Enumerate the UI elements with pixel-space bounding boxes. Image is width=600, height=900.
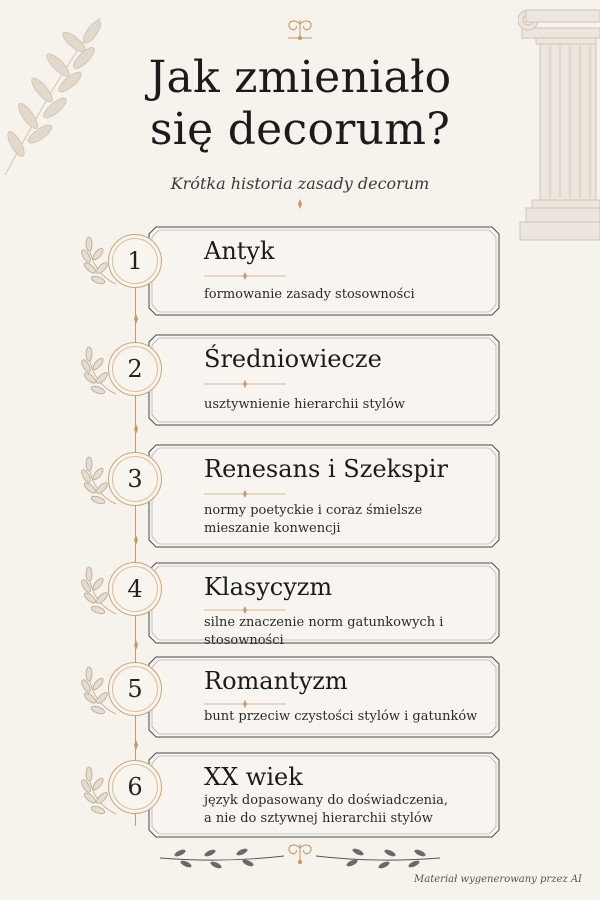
- timeline-number: 4: [127, 575, 143, 603]
- card-description: [204, 614, 494, 650]
- timeline-card-4: [148, 562, 500, 648]
- timeline-dot-icon: [131, 535, 141, 545]
- card-description-line: silne znaczenie norm gatunkowych i stosowności: [204, 615, 444, 648]
- timeline-card-5: [148, 656, 500, 738]
- timeline-card-2: [148, 334, 500, 426]
- card-description-line: usztywnienie hierarchii stylów: [204, 397, 406, 412]
- timeline-number: 1: [127, 247, 143, 275]
- bottom-laurel-ornament-icon: [150, 838, 450, 874]
- timeline-number: 3: [127, 465, 143, 493]
- timeline-card-1: [148, 226, 500, 316]
- card-description-line: formowanie zasady stosowności: [204, 287, 415, 302]
- card-description: [204, 792, 494, 828]
- timeline-number: 2: [127, 355, 143, 383]
- timeline-number-badge: [108, 662, 164, 718]
- rule-ornament-icon: [204, 490, 286, 498]
- card-title: XX wiek: [204, 763, 303, 791]
- timeline-card-3: [148, 444, 500, 548]
- diamond-dot-icon: [294, 198, 306, 210]
- timeline-number-badge: [108, 234, 164, 290]
- timeline-dot-icon: [131, 640, 141, 650]
- page-subtitle: Krótka historia zasady decorum: [170, 174, 430, 193]
- rule-ornament-icon: [204, 606, 286, 614]
- card-description-line: mieszanie konwencji: [204, 521, 341, 536]
- card-description-line: a nie do sztywnej hierarchii stylów: [204, 811, 433, 826]
- timeline-dot-icon: [131, 424, 141, 434]
- card-description: [204, 286, 494, 304]
- card-description-line: język dopasowany do doświadczenia,: [204, 793, 449, 808]
- card-description: [204, 708, 494, 726]
- card-title: Średniowiecze: [204, 345, 382, 373]
- timeline-dot-icon: [131, 740, 141, 750]
- timeline-number-badge: [108, 760, 164, 816]
- timeline-number-badge: [108, 342, 164, 398]
- title-line-1: Jak zmieniało: [148, 52, 452, 103]
- card-description-line: normy poetyckie i coraz śmielsze: [204, 503, 423, 518]
- page-title: [60, 52, 540, 156]
- card-title: Klasycyzm: [204, 573, 333, 601]
- card-title: Romantyzm: [204, 667, 348, 695]
- rule-ornament-icon: [204, 700, 286, 708]
- timeline-number-badge: [108, 452, 164, 508]
- timeline-dot-icon: [131, 314, 141, 324]
- timeline-number: 5: [127, 675, 143, 703]
- rule-ornament-icon: [204, 272, 286, 280]
- timeline-number: 6: [127, 773, 143, 801]
- card-title: Renesans i Szekspir: [204, 455, 448, 483]
- title-line-2: się decorum?: [149, 104, 451, 155]
- card-description: [204, 502, 494, 538]
- top-ornament-icon: [282, 16, 318, 44]
- rule-ornament-icon: [204, 380, 286, 388]
- timeline-card-6: [148, 752, 500, 838]
- timeline-number-badge: [108, 562, 164, 618]
- card-description: [204, 396, 494, 414]
- card-description-line: bunt przeciw czystości stylów i gatunków: [204, 709, 478, 724]
- card-title: Antyk: [204, 237, 275, 265]
- ai-generated-note: Materiał wygenerowany przez AI: [414, 874, 582, 885]
